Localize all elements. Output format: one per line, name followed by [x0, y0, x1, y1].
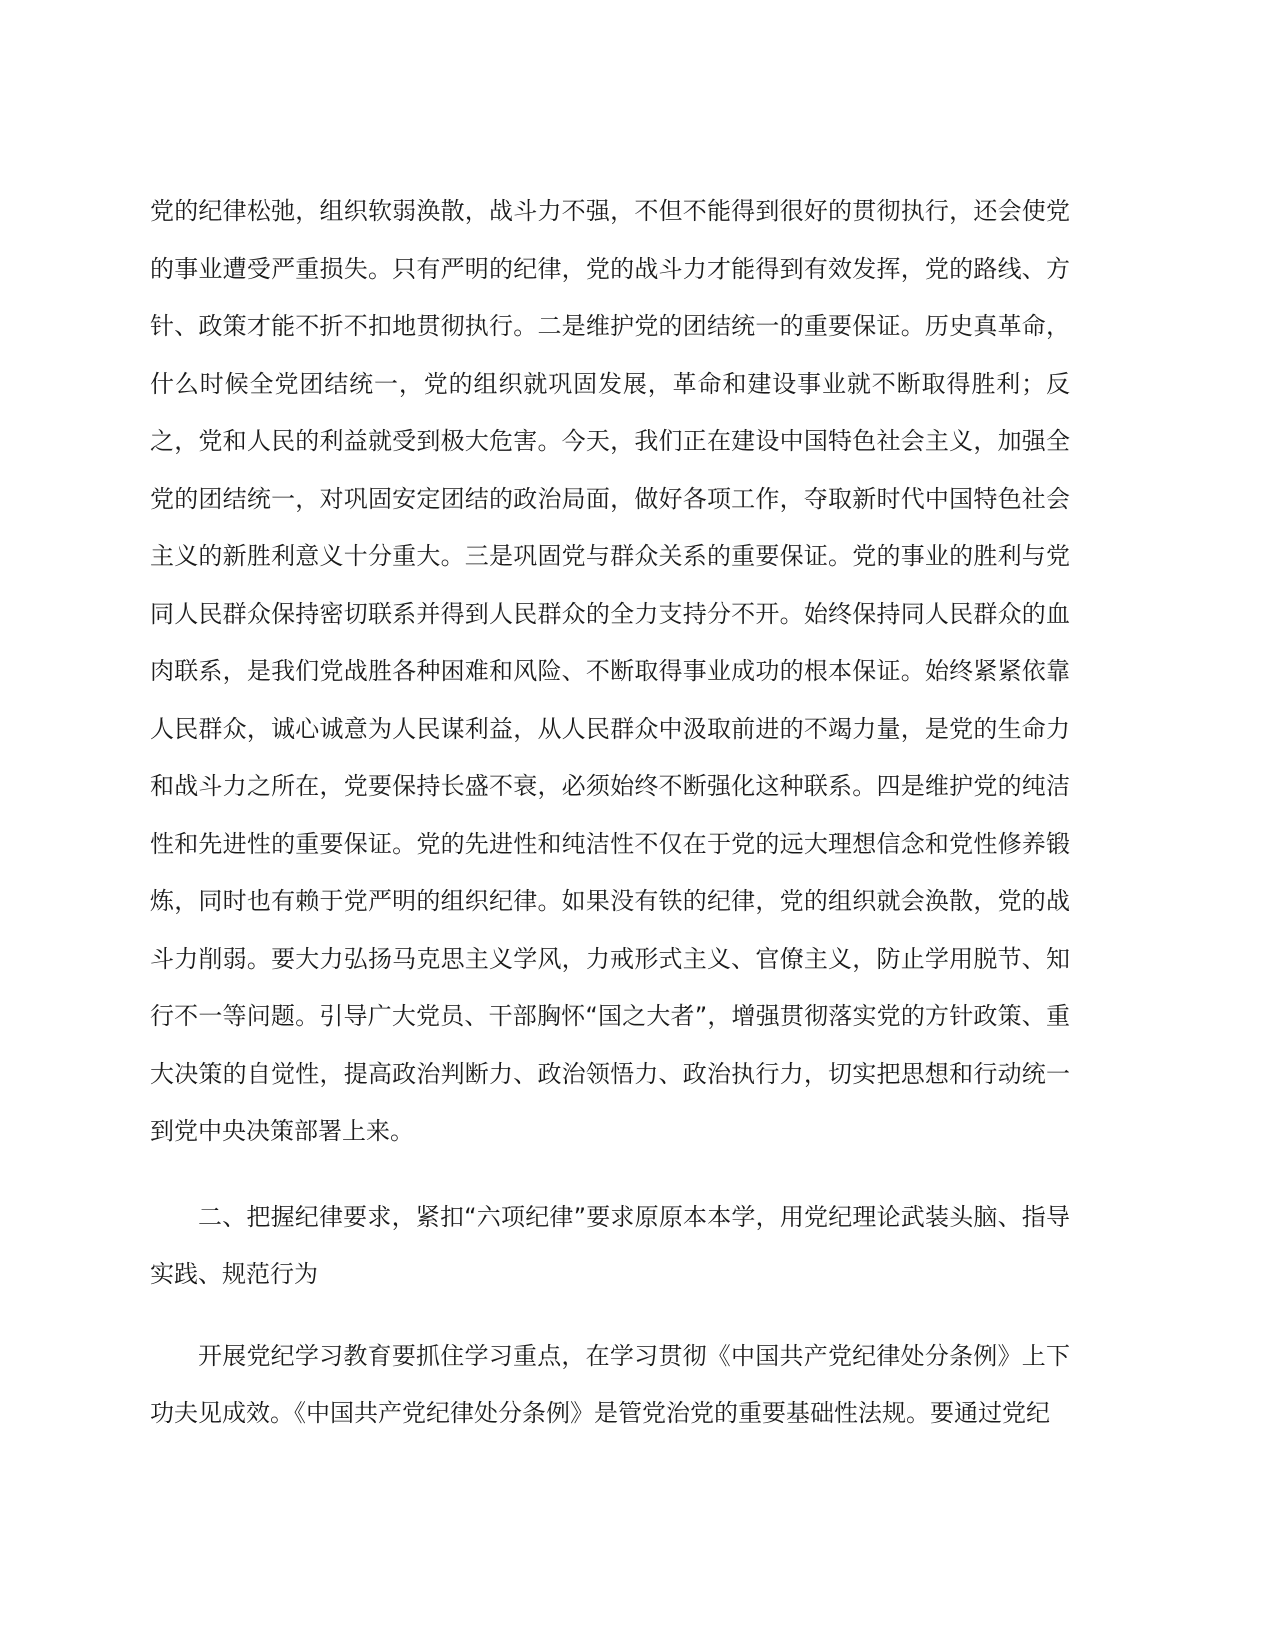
body-paragraph: 开展党纪学习教育要抓住学习重点，在学习贯彻《中国共产党纪律处分条例》上下功夫见成效。《中国共产党纪律处分条例》是管党治党的重要基础性法规。要通过党纪 [150, 1341, 1070, 1427]
section-heading: 二、把握纪律要求，紧扣“六项纪律”要求原原本本学，用党纪理论武装头脑、指导实践、规范行为 [150, 1202, 1070, 1288]
document-body [150, 183, 1070, 1443]
body-paragraph: 党的纪律松弛，组织软弱涣散，战斗力不强，不但不能得到很好的贯彻执行，还会使党的事业遭受严重损失。只有严明的纪律，党的战斗力才能得到有效发挥，党的路线、方针、政策才能不折不扣地贯彻执行。二是维护党的团结统一的重要保证。历史真革命，什么时候全党团结统一，党的组织就巩固发展，革命和建设事业就不断取得胜利；反之，党和人民的利益就受到极大危害。今天，我们正在建设中国特色社会主义，加强全党的团结统一，对巩固安定团结的政治局面，做好各项工作，夺取新时代中国特色社会主义的新胜利意义十分重大。三是巩固党与群众关系的重要保证。党的事业的胜利与党同人民群众保持密切联系并得到人民群众的全力支持分不开。始终保持同人民群众的血肉联系，是我们党战胜各种困难和风险、不断取得事业成功的根本保证。始终紧紧依靠人民群众，诚心诚意为人民谋利益，从人民群众中汲取前进的不竭力量，是党的生命力和战斗力之所在，党要保持长盛不衰，必须始终不断强化这种联系。四是维护党的纯洁性和先进性的重要保证。党的先进性和纯洁性不仅在于党的远大理想信念和党性修养锻炼，同时也有赖于党严明的组织纪律。如果没有铁的纪律，党的组织就会涣散，党的战斗力削弱。要大力弘扬马克思主义学风，力戒形式主义、官僚主义，防止学用脱节、知行不一等问题。引导广大党员、干部胸怀“国之大者”，增强贯彻落实党的方针政策、重大决策的自觉性，提高政治判断力、政治领悟力、政治执行力，切实把思想和行动统一到党中央决策部署上来。 [150, 197, 1070, 1145]
